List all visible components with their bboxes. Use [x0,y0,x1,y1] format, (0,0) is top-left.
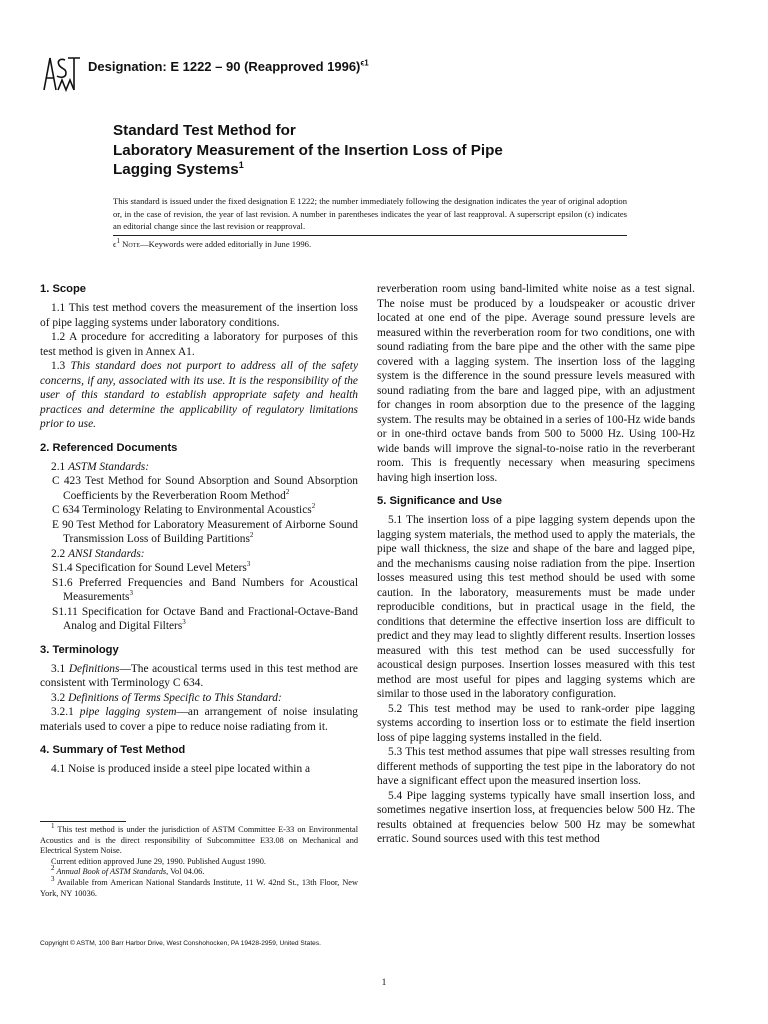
reference-text: C 423 Test Method for Sound Absorption and Sound Absorption Coefficients by the Reverberation Room Method [52,475,358,502]
footnotes [40,822,358,899]
section-heading: 4. Summary of Test Method [40,744,186,756]
paragraph: 5.1 The insertion loss of a pipe lagging system depends upon the lagging system materials, the method used to apply the materials, the pipe wall thickness, the size and shape of the bare and lagged pipe, and the mechanisms causing noise radiation from the pipe. Insertion losses measured using this test method should be used with some caution. In the laboratory, measurements must be made under reproducible conditions, but in practical usage in the field, the conditions that determine the effective insertion loss are difficult to predict and they may lead to slightly different results. Insertion losses measured with this test method can be used successfully for acoustical design purposes. Insertion losses measured with this test method are most useful for pipes and lagging systems which are similar to those used in the laboratory configuration. [377,514,695,700]
epsilon-sup: 1 [116,237,120,246]
section-summary [40,743,358,777]
para-italic: Definitions [68,662,120,675]
reference-text: E 90 Test Method for Laboratory Measurement of Airborne Sound Transmission Loss of Building Partitions [52,518,358,545]
paragraph: 4.1 Noise is produced inside a steel pipe located within a [51,763,311,775]
para-italic: pipe lagging system [79,706,177,718]
footnote-text: This test method is under the jurisdiction of ASTM Committee E-33 on Environmental Acoustics and is the direct responsibility of Subcommittee E33.08 on Mechanical and Electrical System Noise. [40,825,358,856]
title-line-1: Standard Test Method for [113,122,296,139]
reference-text: C 634 Terminology Relating to Environmental Acoustics [52,504,312,516]
reference-item [40,474,358,503]
reference-item [40,605,358,634]
footnote-ref: 3 [182,618,186,627]
footnote [40,875,358,899]
section-heading: 2. Referenced Documents [40,441,178,454]
note-text: —Keywords were added editorially in June 1996. [140,239,312,249]
left-column [40,282,358,786]
paragraph: 1.2 A procedure for accrediting a laboratory for purposes of this test method is given in Annex A1. [40,331,358,358]
para-italic: Definitions of Terms Specific to This Standard: [68,691,282,704]
para-text: —an arrangement of noise insulating materials used to cover a pipe to reduce noise radiating from it. [40,706,358,733]
footnote-ref: 2 [285,487,290,496]
section-terminology [40,643,358,735]
title-line-3-text: Lagging Systems [113,161,239,178]
footnote: Current edition approved June 29, 1990. Published August 1990. [51,856,267,866]
footnote-text: , Vol 04.06. [166,867,205,877]
document-title [113,121,673,180]
epsilon-symbol: ϵ [113,239,117,249]
paragraph [40,547,358,562]
reference-text: S1.4 Specification for Sound Level Meters [52,562,247,574]
divider [113,235,627,236]
section-heading: 5. Significance and Use [377,495,502,507]
designation [88,59,369,74]
section-referenced-documents [40,441,358,634]
para-num: 3.2.1 [51,706,80,718]
footnote [40,822,358,857]
paragraph [40,691,358,706]
page-number: 1 [381,978,387,988]
section-heading: 1. Scope [40,283,87,295]
reference-item [40,503,358,518]
footnote-ref: 2 [249,531,254,540]
paragraph: 5.3 This test method assumes that pipe wall stresses resulting from different methods of supporting the test pipe in the laboratory do not have a significant effect upon the measured insertion loss. [377,746,695,787]
editorial-note [113,238,627,250]
para-italic: ANSI Standards: [68,547,145,560]
para-num: 2.2 [51,547,69,560]
section-significance [377,494,695,847]
reference-text: S1.11 Specification for Octave Band and Fractional-Octave-Band Analog and Digital Filters [52,605,358,632]
title-line-2: Laboratory Measurement of the Insertion Loss of Pipe [113,141,503,159]
standard-notice: This standard is issued under the fixed designation E 1222; the number immediately following the designation indicates the year of original adoption or, in the case of revision, the year of last revision. A number in parentheses indicates the year of last reapproval. A superscript epsilon (ϵ) indicates an editorial change since the last revision or reapproval. [113,196,627,232]
para-num: 1.3 [51,360,71,372]
footnote-num: 2 [51,864,55,873]
paragraph [40,705,358,734]
title-line-3 [113,160,673,180]
paragraph [40,460,358,475]
footnote-ref: 2 [311,502,316,511]
copyright-notice: Copyright © ASTM, 100 Barr Harbor Drive, West Conshohocken, PA 19428-2959, United States. [40,940,321,947]
reference-item [40,518,358,547]
footnote-text: Available from American National Standards Institute, 11 W. 42nd St., 13th Floor, New York, NY 10036. [40,877,358,898]
paragraph [40,359,358,432]
footnote-ref: 3 [246,560,251,569]
note-label: Note [122,239,141,249]
right-column [377,282,695,856]
paragraph: reverberation room using band-limited white noise as a test signal. The noise must be produced by a loudspeaker or acoustic driver located at one end of the pipe. Average sound pressure levels are measured within the reverberation room for two conditions, one with sound radiating from the bare pipe and the other with the same pipe covered with a lagging system. The insertion loss of the lagging system is the difference in the sound pressure levels measured with sound radiating from the bare and lagged pipe, with an adjustment for changes in room absorption due to the presence of the lagging system. The results may be obtained in a series of 100-Hz wide bands or in one-third octave bands from 500 to 5000 Hz. Using 100-Hz wide bands will improve the signal-to-noise ratio in the reverberant room. This is frequently necessary when measuring specimens having high insertion loss. [377,283,695,484]
reference-text: S1.6 Preferred Frequencies and Band Numbers for Acoustical Measurements [52,576,358,603]
footnote-italic: Annual Book of ASTM Standards [54,867,167,877]
footnote-num: 1 [51,822,55,831]
para-num: 2.1 [51,460,69,473]
para-italic: This standard does not purport to address all of the safety concerns, if any, associated with its use. It is the responsibility of the user of this standard to establish appropriate safety and health practices and determine the applicability of regulatory limitations prior to use. [40,360,358,430]
paragraph: 5.2 This test method may be used to rank-order pipe lagging systems according to insertion loss or to estimate the field insertion loss of pipe lagging systems installed in the field. [377,702,695,744]
astm-logo-icon [40,52,84,94]
footnote-num: 3 [51,875,55,884]
paragraph: 5.4 Pipe lagging systems typically have small insertion loss, and sometimes negative insertion loss, at frequencies below 500 Hz. The results obtained at frequencies below 500 Hz may be somewhat erratic. Sound sources used with this test method [377,789,695,845]
para-italic: ASTM Standards: [68,460,149,473]
designation-sup: ϵ1 [360,58,369,68]
para-num: 3.2 [51,691,69,704]
reference-item [40,561,358,576]
designation-text: Designation: E 1222 – 90 (Reapproved 1996) [88,59,361,74]
section-heading: 3. Terminology [40,643,119,656]
paragraph [40,662,358,691]
paragraph: 1.1 This test method covers the measurement of the insertion loss of pipe lagging systems under laboratory conditions. [40,302,358,329]
reference-item [40,576,358,605]
section-scope [40,282,358,432]
para-num: 3.1 [51,662,69,675]
footnote-ref: 3 [129,589,133,598]
section-summary-continued [377,282,695,485]
title-footnote-ref: 1 [238,159,244,170]
para-text: —The acoustical terms used in this test method are consistent with Terminology C 634. [40,662,358,689]
footnote [40,864,358,878]
